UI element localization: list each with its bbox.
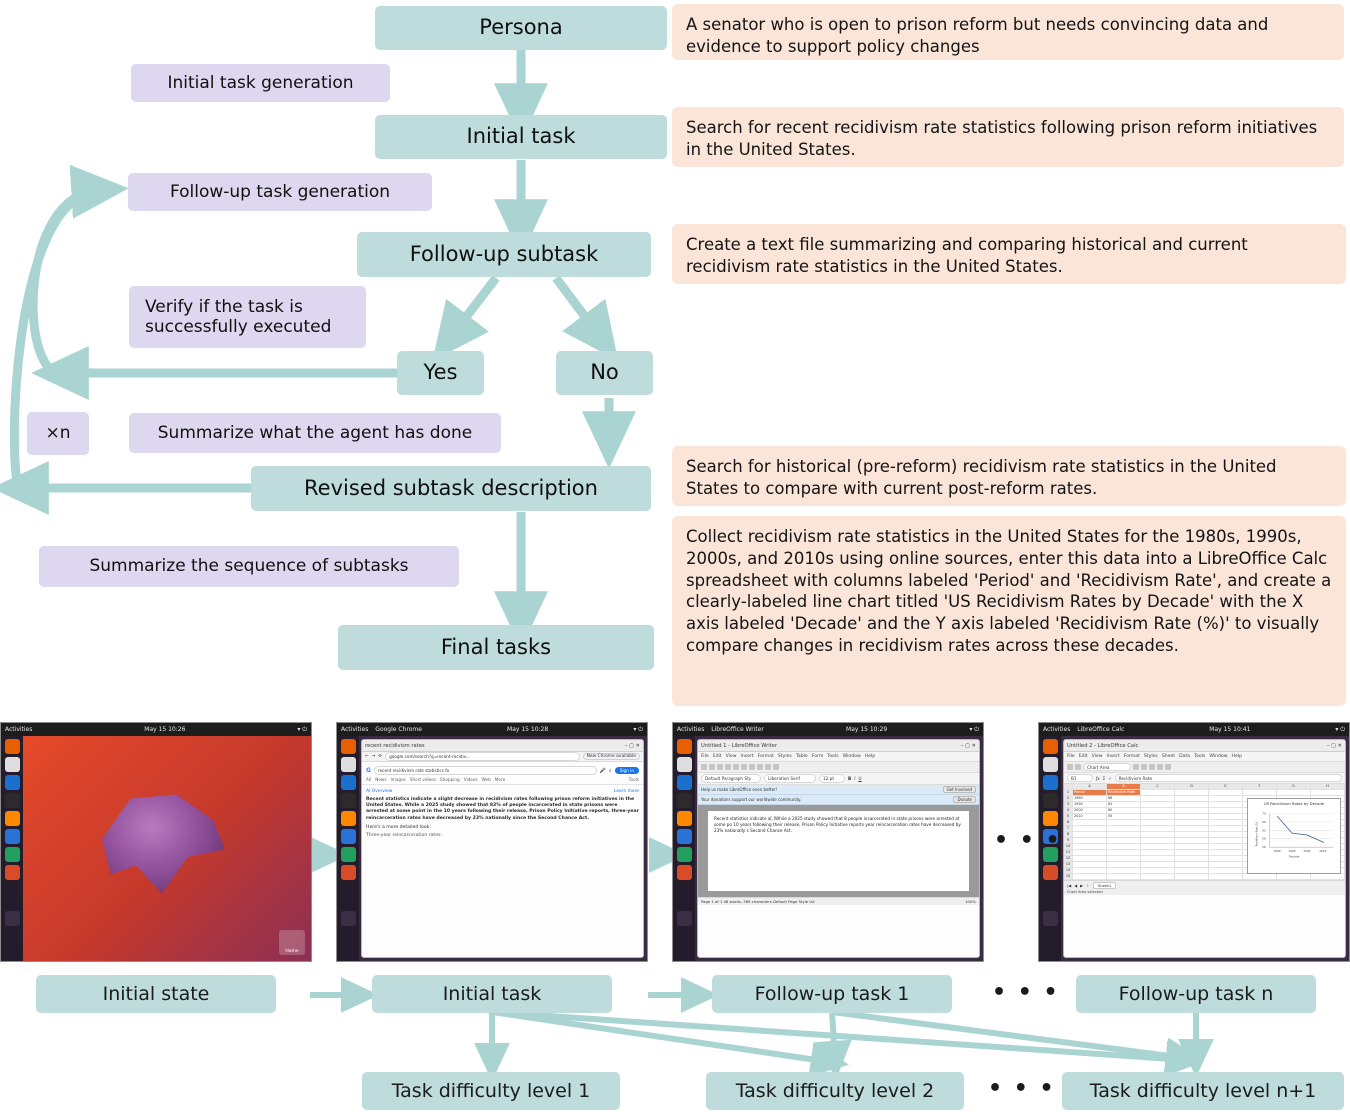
status-icons[interactable]: ▾ ⏻ xyxy=(297,725,307,733)
os-topbar xyxy=(673,723,983,736)
captions-ellipsis: • • • xyxy=(992,980,1060,1005)
difficulty-ellipsis: • • • xyxy=(988,1076,1056,1101)
menu-sheet[interactable]: Sheet xyxy=(1161,754,1176,759)
apps-grid-icon[interactable] xyxy=(1043,911,1058,926)
menu-tools[interactable]: Tools xyxy=(827,754,839,759)
forward-icon[interactable]: → xyxy=(371,754,376,759)
cell-b5[interactable]: 55 xyxy=(1107,814,1141,820)
window-controls[interactable]: – ▢ ✕ xyxy=(624,742,640,749)
row-header-11[interactable]: 11 xyxy=(1064,850,1073,856)
chrome-body xyxy=(337,736,647,961)
result-subitem: Three-year reincarceration rates: xyxy=(366,832,442,838)
node-persona xyxy=(375,6,667,50)
svg-text:Decade: Decade xyxy=(1288,854,1300,859)
menu-format[interactable]: Format xyxy=(757,754,774,759)
callout-initial-task xyxy=(672,107,1344,167)
dock[interactable] xyxy=(337,736,359,962)
writer-window[interactable] xyxy=(697,739,980,958)
status-icons[interactable]: ▾ ⏻ xyxy=(969,725,979,733)
cell-b3[interactable]: 62 xyxy=(1107,802,1141,808)
search-input[interactable]: recent recidivism rate statistics fo xyxy=(374,766,597,775)
filter-icon[interactable] xyxy=(1141,764,1147,770)
writer-canvas xyxy=(698,805,979,897)
caption-initial-state xyxy=(36,975,276,1013)
svg-text:2000: 2000 xyxy=(1303,848,1311,853)
node-initial-task-generation xyxy=(131,64,390,102)
vscode-icon[interactable] xyxy=(1043,793,1058,808)
difficulty-level-2-label: Task difficulty level 2 xyxy=(735,1080,935,1102)
font-size-box[interactable]: 12 pt xyxy=(819,774,845,783)
row-header-13[interactable]: 13 xyxy=(1064,862,1073,868)
calc-titlebar xyxy=(1064,740,1345,752)
infobar-donate-text: Your donations support our worldwide community. xyxy=(701,797,802,802)
result-paragraph: Recent statistics indicate a slight decrease in recidivism rates following prison reform initiatives in the United States. While a 2025 study showed that 82% of people incarcerated in state prisons were arrested at some point in the 10 years following their release, Prison Policy Initiative reports, three-year reincarceration rates have decreased by 23% nationally since the Second Chance Act. xyxy=(366,796,639,821)
vlc-icon[interactable] xyxy=(1043,811,1058,826)
cell-a5[interactable]: 2010 xyxy=(1073,814,1107,820)
difficulty-level-n-label: Task difficulty level n+1 xyxy=(1089,1080,1317,1102)
thunderbird-icon[interactable] xyxy=(5,775,20,790)
cell-a1[interactable]: Period xyxy=(1073,790,1107,796)
chrome-icon[interactable] xyxy=(341,757,356,772)
writer-icon[interactable] xyxy=(341,829,356,844)
menu-tools[interactable]: Tools xyxy=(1194,754,1206,759)
nav-all[interactable]: All xyxy=(366,777,372,782)
activities-label[interactable]: Activities xyxy=(341,726,369,733)
node-summarize-agent-label: Summarize what the agent has done xyxy=(157,422,473,443)
node-verify xyxy=(129,286,366,348)
cell-a4[interactable]: 2000 xyxy=(1073,808,1107,814)
lens-icon[interactable]: ⌕ xyxy=(608,767,612,774)
active-app-label: LibreOffice Calc xyxy=(1077,726,1125,733)
window-controls[interactable]: – ▢ ✕ xyxy=(1326,742,1342,749)
nav-web[interactable]: Web xyxy=(481,777,491,782)
status-icons[interactable]: ▾ ⏻ xyxy=(633,725,643,733)
firefox-icon[interactable] xyxy=(1043,739,1058,754)
topbar-left[interactable] xyxy=(677,726,764,733)
node-no-label: No xyxy=(590,360,619,385)
firefox-icon[interactable] xyxy=(677,739,692,754)
svg-text:70: 70 xyxy=(1262,811,1266,816)
caption-followup-n xyxy=(1076,975,1316,1013)
chrome-update-note[interactable]: New Chrome available xyxy=(583,753,640,760)
calc-window[interactable] xyxy=(1063,739,1346,958)
node-times-n-label: ×n xyxy=(45,423,71,444)
chrome-toolbar[interactable] xyxy=(362,752,643,762)
impress-icon[interactable] xyxy=(5,865,20,880)
callout-final-tasks xyxy=(672,516,1346,706)
active-app-label: LibreOffice Writer xyxy=(711,726,764,733)
topbar-left[interactable] xyxy=(1043,726,1124,733)
col-header-e[interactable]: E xyxy=(1209,784,1243,790)
chart-icon[interactable] xyxy=(765,764,771,770)
sheet-tab-bar[interactable] xyxy=(1064,880,1345,890)
nav-tools[interactable]: Tools xyxy=(628,777,639,782)
svg-text:56: 56 xyxy=(1262,845,1266,850)
row-header-1[interactable]: 1 xyxy=(1064,790,1073,796)
caption-initial-state-label: Initial state xyxy=(102,983,210,1005)
node-initial-task xyxy=(375,115,667,159)
node-revised-subtask-label: Revised subtask description xyxy=(304,475,598,500)
back-icon[interactable]: ← xyxy=(365,754,369,759)
cell-g15[interactable] xyxy=(1277,874,1311,880)
cell-b1[interactable]: Recidivism Rate xyxy=(1107,790,1141,796)
menu-edit[interactable]: Edit xyxy=(1078,754,1088,759)
callout-revised-subtask xyxy=(672,446,1346,506)
writer-titlebar xyxy=(698,740,979,752)
col-header-h[interactable]: H xyxy=(1311,784,1345,790)
new-icon[interactable] xyxy=(1067,764,1073,770)
row-header-8[interactable]: 8 xyxy=(1064,832,1073,838)
redo-icon[interactable] xyxy=(741,764,747,770)
formula-icon[interactable]: ✓ xyxy=(1108,775,1112,781)
nav-shopping[interactable]: Shopping xyxy=(440,777,460,782)
writer-zoom-level[interactable]: 100% xyxy=(965,899,976,904)
cell-a2[interactable]: 1980 xyxy=(1073,796,1107,802)
caption-followup-n-label: Follow-up task n xyxy=(1118,983,1274,1005)
print-icon[interactable] xyxy=(725,764,731,770)
writer-icon[interactable] xyxy=(5,829,20,844)
embedded-line-chart[interactable] xyxy=(1247,798,1341,874)
firefox-icon[interactable] xyxy=(5,739,20,754)
bold-icon[interactable]: B xyxy=(848,776,852,781)
menu-edit[interactable]: Edit xyxy=(712,754,722,759)
col-header-g[interactable]: G xyxy=(1277,784,1311,790)
add-sheet-icon[interactable]: ＋ xyxy=(1086,882,1090,888)
calc-menubar[interactable] xyxy=(1064,752,1345,762)
home-folder-label: Home xyxy=(285,949,299,954)
formula-input[interactable]: Recidivism Rate xyxy=(1115,774,1342,782)
cell-c15[interactable] xyxy=(1141,874,1175,880)
node-initial-task-generation-label: Initial task generation xyxy=(167,72,354,93)
chrome-window[interactable] xyxy=(361,739,644,958)
chart-plot xyxy=(1248,806,1340,864)
clock-label: May 15 10:26 xyxy=(144,726,186,733)
window-title: Untitled 2 - LibreOffice Calc xyxy=(1067,742,1139,749)
os-topbar xyxy=(1,723,311,736)
node-summarize-sequence xyxy=(39,546,459,587)
caption-initial-task xyxy=(372,975,612,1013)
writer-menubar[interactable] xyxy=(698,752,979,762)
freeze-icon[interactable] xyxy=(1165,764,1171,770)
active-app-label: Google Chrome xyxy=(375,726,422,733)
infobar-donate[interactable] xyxy=(698,795,979,805)
vlc-icon[interactable] xyxy=(677,811,692,826)
node-followup-task-generation xyxy=(128,173,432,211)
chart-area-selector[interactable]: Chart Area xyxy=(1083,763,1131,771)
node-summarize-agent xyxy=(129,413,501,453)
callout-persona-text: A senator who is open to prison reform but needs convincing data and evidence to support policy changes xyxy=(686,15,1269,56)
menu-view[interactable]: View xyxy=(725,754,737,759)
cell-d15[interactable] xyxy=(1175,874,1209,880)
node-no xyxy=(556,351,653,395)
cell-b4[interactable]: 60 xyxy=(1107,808,1141,814)
cell-b15[interactable] xyxy=(1107,874,1141,880)
sort-icon[interactable] xyxy=(1133,764,1139,770)
thunderbird-icon[interactable] xyxy=(341,775,356,790)
node-yes-label: Yes xyxy=(423,360,458,385)
menu-styles[interactable]: Styles xyxy=(777,754,792,759)
clock-label: May 15 10:28 xyxy=(507,726,549,733)
topbar-left[interactable] xyxy=(341,726,422,733)
clock-label: May 15 10:29 xyxy=(846,726,888,733)
clock-label: May 15 10:41 xyxy=(1209,726,1251,733)
node-times-n xyxy=(27,412,89,455)
calc-body xyxy=(1039,736,1349,961)
table-icon[interactable] xyxy=(749,764,755,770)
node-final-tasks-label: Final tasks xyxy=(440,634,552,659)
google-search-row[interactable] xyxy=(362,762,643,777)
shots-ellipsis: • • • xyxy=(994,828,1062,853)
get-involved-button[interactable]: Get Involved xyxy=(943,786,976,793)
screenshot-initial-state[interactable] xyxy=(0,722,312,962)
cell-a3[interactable]: 1990 xyxy=(1073,802,1107,808)
infobar-help-text: Help us make LibreOffice even better! xyxy=(701,787,778,792)
writer-statusbar xyxy=(698,897,979,905)
writer-body xyxy=(673,736,983,961)
save-icon[interactable] xyxy=(717,764,723,770)
node-followup-task-generation-label: Follow-up task generation xyxy=(169,181,391,202)
calc-toolbar[interactable] xyxy=(1064,762,1345,773)
node-initial-task-label: Initial task xyxy=(466,124,576,149)
nav-short-videos[interactable]: Short videos xyxy=(409,777,437,782)
writer-icon[interactable] xyxy=(677,829,692,844)
dock[interactable] xyxy=(673,736,695,962)
dock[interactable] xyxy=(1,736,23,962)
activities-label[interactable]: Activities xyxy=(5,726,33,733)
node-yes xyxy=(397,351,484,395)
col-header-d[interactable]: D xyxy=(1175,784,1209,790)
next-sheet-icon[interactable]: ▶ xyxy=(1080,883,1084,888)
row-header-10[interactable]: 10 xyxy=(1064,844,1073,850)
sheet-tab[interactable]: Sheet1 xyxy=(1093,882,1116,889)
cell-a15[interactable] xyxy=(1073,874,1107,880)
open-icon[interactable] xyxy=(1075,764,1081,770)
callout-revised-subtask-text: Search for historical (pre-reform) recidivism rate statistics in the United States to compare with current post-reform rates. xyxy=(686,457,1277,498)
menu-file[interactable]: File xyxy=(1067,754,1075,759)
new-icon[interactable] xyxy=(701,764,707,770)
tab-label[interactable]: recent recidivism rates xyxy=(365,742,425,749)
wallpaper-jellyfish xyxy=(88,790,231,898)
chrome-icon[interactable] xyxy=(677,757,692,772)
menu-styles[interactable]: Styles xyxy=(1143,754,1158,759)
cell-b2[interactable]: 68 xyxy=(1107,796,1141,802)
activities-label[interactable]: Activities xyxy=(1043,726,1071,733)
node-persona-label: Persona xyxy=(479,15,563,40)
callout-followup-subtask xyxy=(672,224,1346,284)
writer-status-text: Page 1 of 1 48 words, 365 characters Default Page Style Ud xyxy=(701,899,815,904)
thunderbird-icon[interactable] xyxy=(1043,775,1058,790)
writer-toolbar[interactable] xyxy=(698,762,979,773)
calc-icon[interactable] xyxy=(677,847,692,862)
function-wizard-icon[interactable]: ƒx xyxy=(1096,775,1100,781)
impress-icon[interactable] xyxy=(1043,865,1058,880)
underline-icon[interactable]: U xyxy=(858,776,862,781)
callout-final-tasks-text: Collect recidivism rate statistics in the United States for the 1980s, 1990s, 2000s, and 2010s using online sources, enter this data into a LibreOffice Calc spreadsheet with columns labeled 'Period' and 'Recidivism Rate', and create a clearly-labeled line chart titled 'US Recidivism Rates by Decade' with the X axis labeled 'Decade' and the Y axis labeled 'Recidivism Rate (%)' to visually compare changes in recidivism rates across these decades. xyxy=(686,527,1332,655)
os-topbar xyxy=(337,723,647,736)
caption-followup-1-label: Follow-up task 1 xyxy=(754,983,910,1005)
callout-persona xyxy=(672,4,1344,60)
prev-sheet-icon[interactable]: ◀ xyxy=(1074,883,1078,888)
row-header-9[interactable]: 9 xyxy=(1064,838,1073,844)
chrome-icon[interactable] xyxy=(5,757,20,772)
node-revised-subtask xyxy=(251,466,651,511)
cell-f15[interactable] xyxy=(1243,874,1277,880)
os-topbar xyxy=(1039,723,1349,736)
caption-followup-1 xyxy=(712,975,952,1013)
vlc-icon[interactable] xyxy=(5,811,20,826)
vlc-icon[interactable] xyxy=(341,811,356,826)
node-final-tasks xyxy=(338,625,654,670)
nav-news[interactable]: News xyxy=(375,777,387,782)
open-icon[interactable] xyxy=(709,764,715,770)
vscode-icon[interactable] xyxy=(5,793,20,808)
google-logo: G xyxy=(366,767,371,774)
node-summarize-sequence-label: Summarize the sequence of subtasks xyxy=(89,556,409,577)
difficulty-level-2 xyxy=(706,1072,964,1110)
svg-text:58: 58 xyxy=(1262,836,1266,841)
calc-statusbar: Chart Area selected xyxy=(1064,890,1345,895)
svg-text:2010: 2010 xyxy=(1319,848,1327,853)
search-nav[interactable] xyxy=(362,777,643,785)
col-header-c[interactable]: C xyxy=(1141,784,1175,790)
row-header-14[interactable]: 14 xyxy=(1064,868,1073,874)
calc-icon[interactable] xyxy=(341,847,356,862)
name-box[interactable]: B1 xyxy=(1067,774,1093,782)
cell-h15[interactable] xyxy=(1311,874,1345,880)
paragraph-style-box[interactable]: Default Paragraph Sty xyxy=(701,774,761,783)
node-followup-subtask xyxy=(357,232,651,277)
window-title: Untitled 1 - LibreOffice Writer xyxy=(701,742,778,749)
chrome-tabstrip[interactable] xyxy=(362,740,643,752)
callout-followup-subtask-text: Create a text file summarizing and comparing historical and current recidivism rate statistics in the United States. xyxy=(686,235,1248,276)
first-sheet-icon[interactable]: |◀ xyxy=(1067,883,1072,888)
infobar-help[interactable] xyxy=(698,785,979,795)
activities-label[interactable]: Activities xyxy=(677,726,705,733)
menu-data[interactable]: Data xyxy=(1179,754,1191,759)
menu-format[interactable]: Format xyxy=(1123,754,1140,759)
row-header-7[interactable]: 7 xyxy=(1064,826,1073,832)
difficulty-level-1-label: Task difficulty level 1 xyxy=(391,1080,591,1102)
chart-title: US Recidivism Rates by Decade xyxy=(1263,801,1325,806)
desktop-body xyxy=(1,736,311,961)
document-text[interactable]: Recent statistics indicate a[.]While a 2025 study showed that 8 people incarcerated in state prisons were arrested at some po 10 years following their release, Prison Policy Initiative reports year reincarceration rates have decreased by 23% nationally s Second Chance Act. xyxy=(708,811,969,891)
nav-videos[interactable]: Videos xyxy=(463,777,478,782)
calc-sheet-area[interactable] xyxy=(1064,784,1345,880)
menu-file[interactable]: File xyxy=(701,754,709,759)
menu-help[interactable]: Help xyxy=(1231,754,1243,759)
calc-icon[interactable] xyxy=(5,847,20,862)
sign-in-button[interactable]: Sign in xyxy=(615,767,639,774)
nav-images[interactable]: Images xyxy=(390,777,406,782)
vscode-icon[interactable] xyxy=(341,793,356,808)
vscode-icon[interactable] xyxy=(677,793,692,808)
calc-formulabar[interactable] xyxy=(1064,773,1345,784)
screenshot-initial-task[interactable] xyxy=(336,722,648,962)
difficulty-level-n xyxy=(1062,1072,1344,1110)
impress-icon[interactable] xyxy=(677,865,692,880)
window-controls[interactable]: – ▢ ✕ xyxy=(960,742,976,749)
svg-text:62: 62 xyxy=(1262,828,1266,833)
reload-icon[interactable]: ⟳ xyxy=(378,754,383,759)
callout-initial-task-text: Search for recent recidivism rate statistics following prison reform initiatives in the United States. xyxy=(686,118,1318,159)
apps-grid-icon[interactable] xyxy=(5,911,20,926)
row-header-4[interactable]: 4 xyxy=(1064,808,1073,814)
menu-insert[interactable]: Insert xyxy=(740,754,754,759)
mic-icon[interactable]: 🎤 xyxy=(599,767,606,774)
row-header-2[interactable]: 2 xyxy=(1064,796,1073,802)
impress-icon[interactable] xyxy=(341,865,356,880)
caption-initial-task-label: Initial task xyxy=(442,983,542,1005)
menu-insert[interactable]: Insert xyxy=(1106,754,1120,759)
menu-form[interactable]: Form xyxy=(811,754,824,759)
image-icon[interactable] xyxy=(757,764,763,770)
learn-more-link[interactable]: Learn more xyxy=(613,789,639,794)
menu-table[interactable]: Table xyxy=(795,754,808,759)
screenshot-followup-task-1[interactable] xyxy=(672,722,984,962)
apps-grid-icon[interactable] xyxy=(341,911,356,926)
firefox-icon[interactable] xyxy=(341,739,356,754)
font-name-box[interactable]: Liberation Serif xyxy=(764,774,816,783)
sum-icon[interactable]: Σ xyxy=(1102,775,1106,781)
svg-text:66: 66 xyxy=(1262,819,1266,824)
row-header-15[interactable]: 15 xyxy=(1064,874,1073,880)
undo-icon[interactable] xyxy=(733,764,739,770)
menu-help[interactable]: Help xyxy=(864,754,876,759)
svg-text:Recidivism Rate (%): Recidivism Rate (%) xyxy=(1255,821,1259,847)
row-header-5[interactable]: 5 xyxy=(1064,814,1073,820)
address-bar[interactable]: google.com/search?q=recent-recidiv... xyxy=(385,752,580,761)
donate-button[interactable]: Donate xyxy=(953,796,976,803)
textbox-icon[interactable] xyxy=(773,764,779,770)
node-followup-subtask-label: Follow-up subtask xyxy=(409,241,599,266)
image-icon[interactable] xyxy=(1157,764,1163,770)
row-header-12[interactable]: 12 xyxy=(1064,856,1073,862)
menu-window[interactable]: Window xyxy=(842,754,861,759)
chart-icon[interactable] xyxy=(1149,764,1155,770)
row-header-6[interactable]: 6 xyxy=(1064,820,1073,826)
apps-grid-icon[interactable] xyxy=(677,911,692,926)
col-header-a[interactable]: A xyxy=(1073,784,1107,790)
chrome-icon[interactable] xyxy=(1043,757,1058,772)
ai-overview-label: AI Overview xyxy=(366,789,393,794)
cell-e15[interactable] xyxy=(1209,874,1243,880)
col-header-b[interactable]: B xyxy=(1107,784,1141,790)
screenshot-followup-task-n[interactable] xyxy=(1038,722,1350,962)
row-header-3[interactable]: 3 xyxy=(1064,802,1073,808)
nav-more[interactable]: More xyxy=(494,777,506,782)
menu-window[interactable]: Window xyxy=(1209,754,1228,759)
node-verify-label: Verify if the task is successfully executed xyxy=(145,296,332,337)
status-icons[interactable]: ▾ ⏻ xyxy=(1335,725,1345,733)
result-subhead: Here's a more detailed look: xyxy=(366,824,431,830)
search-results xyxy=(362,785,643,843)
col-header-f[interactable]: F xyxy=(1243,784,1277,790)
svg-text:1980: 1980 xyxy=(1273,848,1281,853)
writer-formatbar[interactable] xyxy=(698,773,979,785)
menu-view[interactable]: View xyxy=(1091,754,1103,759)
difficulty-level-1 xyxy=(362,1072,620,1110)
home-folder-icon[interactable] xyxy=(279,930,305,955)
thunderbird-icon[interactable] xyxy=(677,775,692,790)
svg-text:1990: 1990 xyxy=(1288,848,1296,853)
italic-icon[interactable]: I xyxy=(854,776,856,781)
